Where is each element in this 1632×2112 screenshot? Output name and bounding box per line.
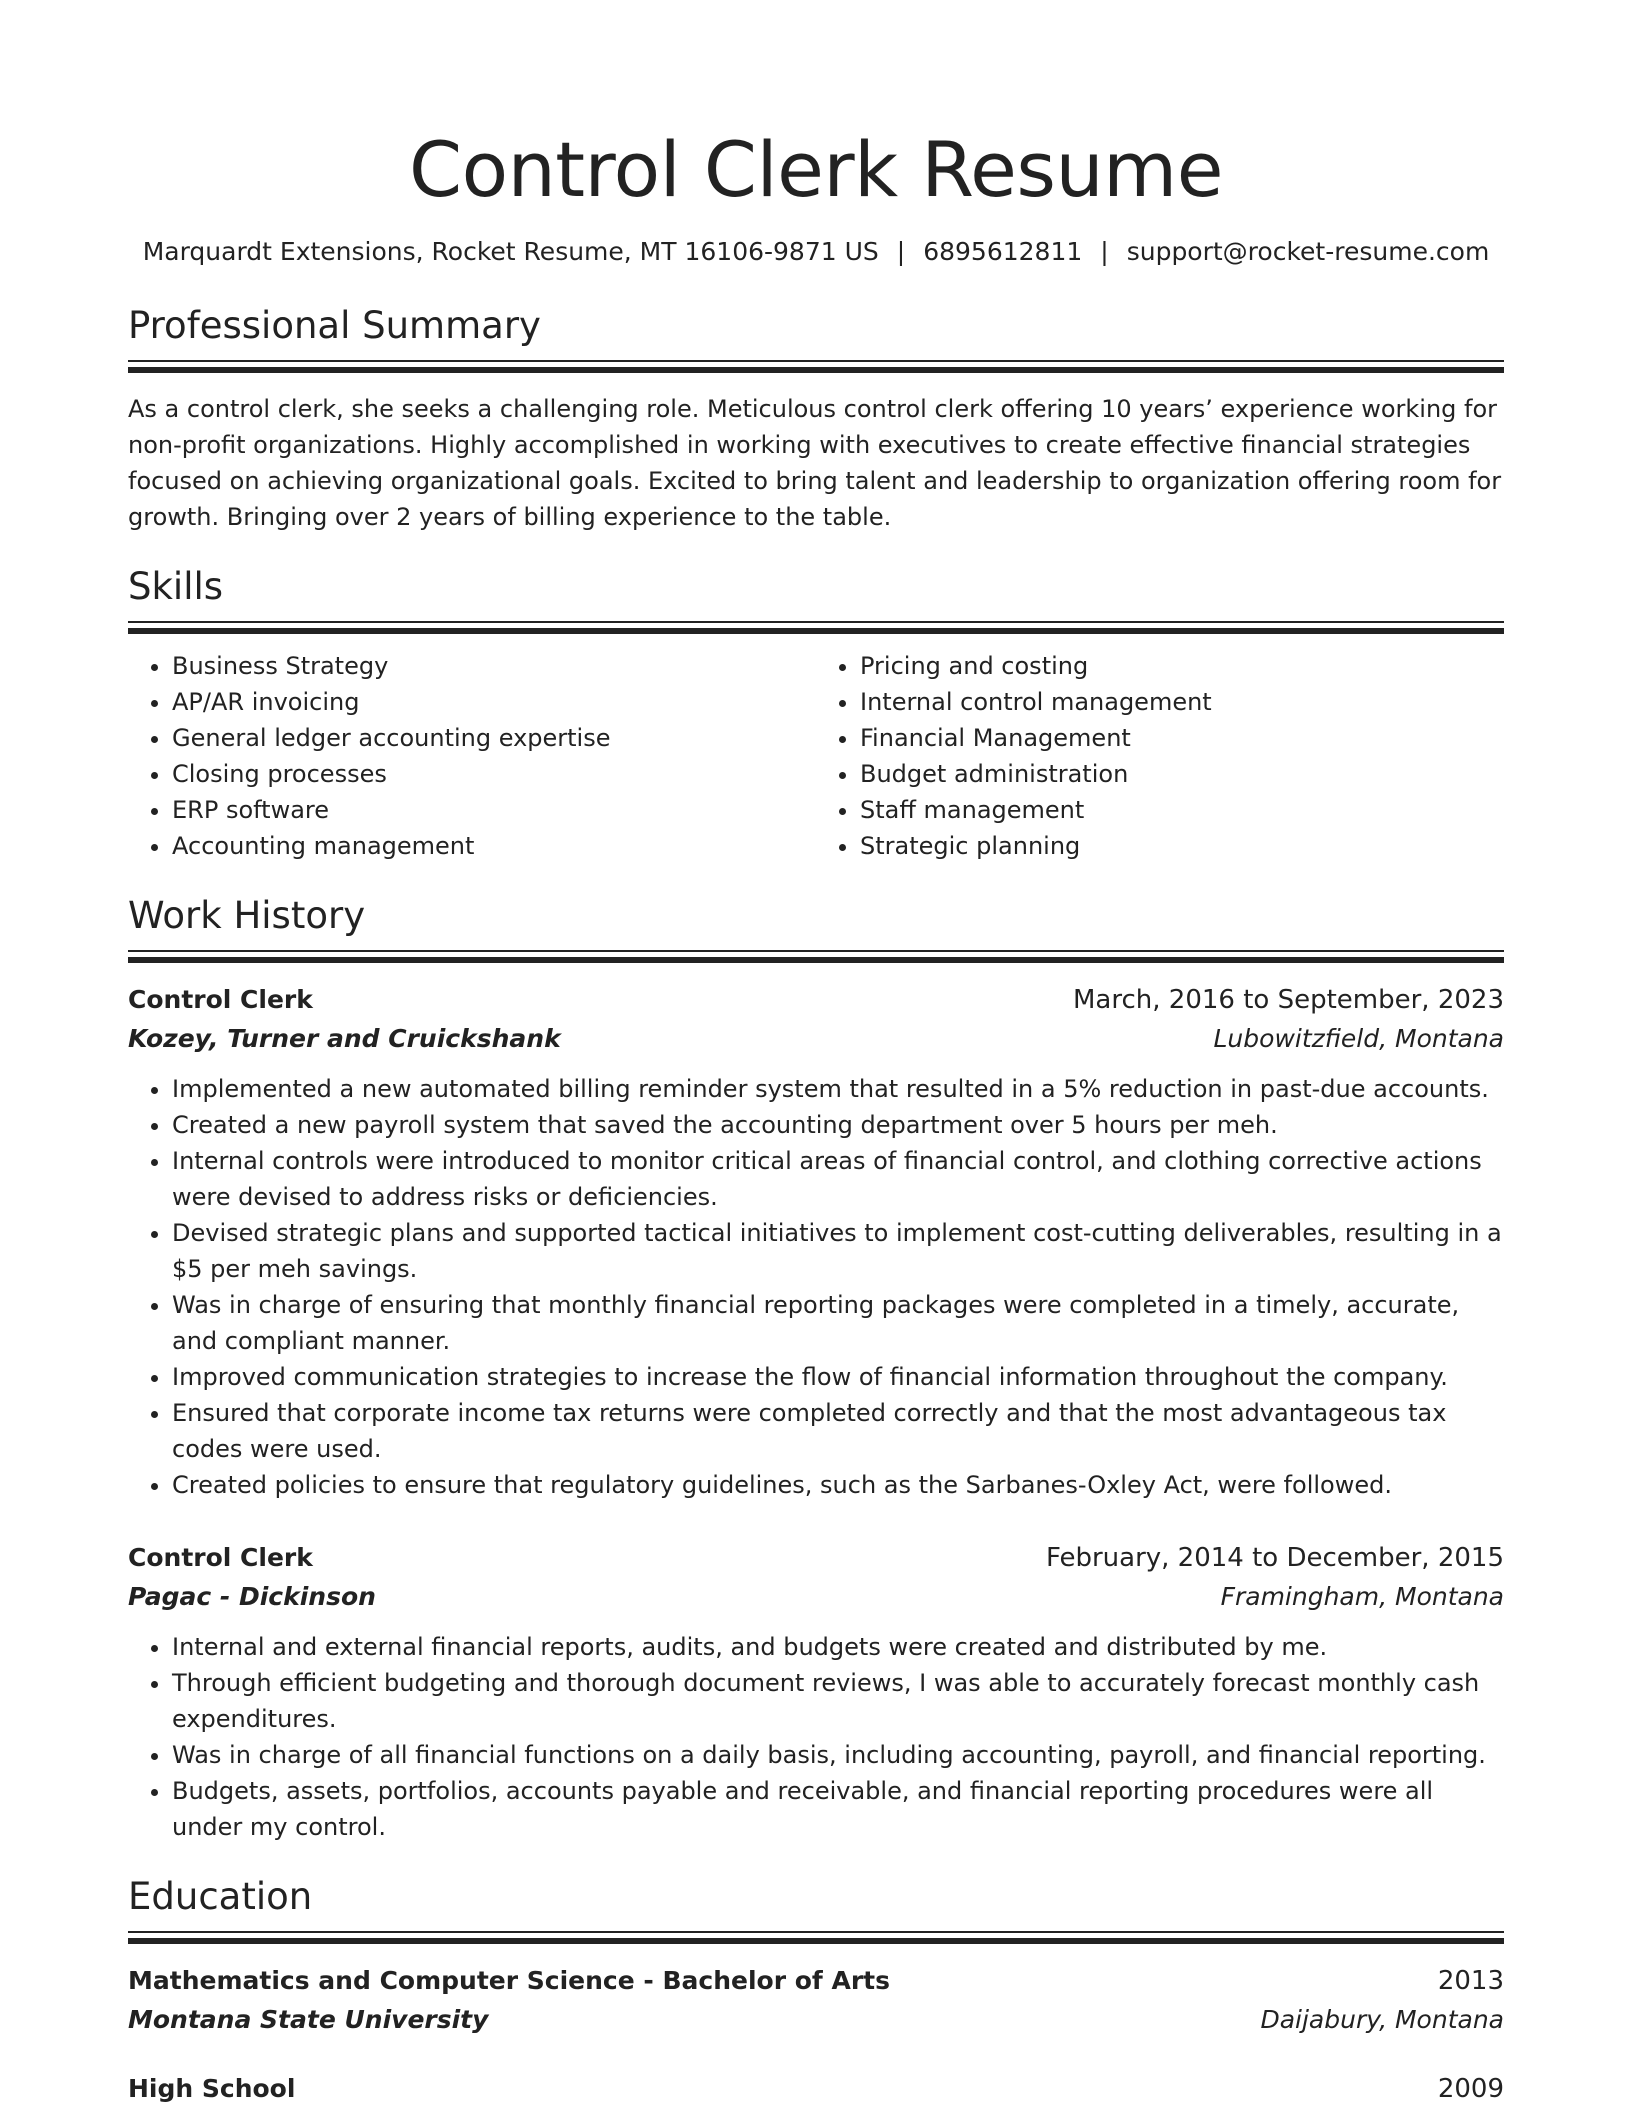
section-divider	[128, 950, 1504, 963]
job-dates: February, 2014 to December, 2015	[1045, 1543, 1504, 1573]
job-bullet: • Internal and external financial reports, audits, and budgets were created and distributed by me.	[172, 1629, 1504, 1665]
job-bullet: • Implemented a new automated billing reminder system that resulted in a 5% reduction in past-due accounts.	[172, 1071, 1504, 1107]
job-header-row	[128, 981, 1504, 1019]
job-location: Lubowitzfield, Montana	[1213, 1024, 1504, 1053]
skill-item: • Staff management	[860, 792, 1504, 828]
job-bullet: • Ensured that corporate income tax returns were completed correctly and that the most advantageous tax codes were used.	[172, 1395, 1504, 1467]
skill-item: • General ledger accounting expertise	[172, 720, 816, 756]
contact-phone: 6895612811	[923, 237, 1083, 266]
contact-separator: |	[896, 237, 906, 266]
work-history-section	[128, 892, 1504, 1845]
education-degree: Mathematics and Computer Science - Bachelor of Arts	[128, 1966, 891, 1995]
job-entry	[128, 981, 1504, 1503]
job-bullets	[128, 1629, 1504, 1845]
skill-item: • Pricing and costing	[860, 648, 1504, 684]
skills-heading: Skills	[128, 565, 224, 608]
education-entry	[128, 1962, 1504, 2040]
job-entry	[128, 1539, 1504, 1845]
job-bullet: • Devised strategic plans and supported tactical initiatives to implement cost-cutting deliverables, resulting in a $5 per meh savings.	[172, 1215, 1504, 1287]
skills-list-right	[816, 648, 1504, 864]
work-history-heading: Work History	[128, 894, 366, 937]
section-divider	[128, 360, 1504, 373]
resume-page	[128, 0, 1504, 2108]
education-degree: High School	[128, 2074, 296, 2103]
education-year: 2013	[1437, 1966, 1504, 1996]
education-year: 2009	[1437, 2074, 1504, 2104]
education-heading: Education	[128, 1875, 313, 1918]
education-school: Montana State University	[128, 2005, 489, 2034]
job-company-row	[128, 1577, 1504, 1617]
education-entry	[128, 2070, 1504, 2108]
summary-text: As a control clerk, she seeks a challenging role. Meticulous control clerk offering 10 years’ experience working for non-profit organizations. Highly accomplished in working with executives to create effective financial strategies focused on achieving organizational goals. Excited to bring talent and leadership to organization offering room for growth. Bringing over 2 years of billing experience to the table.	[128, 395, 1502, 531]
education-location: Daijabury, Montana	[1260, 2005, 1504, 2034]
skill-item: • ERP software	[172, 792, 816, 828]
skills-grid	[128, 648, 1504, 864]
job-bullet: • Created a new payroll system that saved the accounting department over 5 hours per meh.	[172, 1107, 1504, 1143]
skill-item: • Closing processes	[172, 756, 816, 792]
education-degree-row	[128, 2070, 1504, 2108]
job-dates: March, 2016 to September, 2023	[1073, 985, 1504, 1015]
skill-item: • Internal control management	[860, 684, 1504, 720]
job-bullet: • Internal controls were introduced to monitor critical areas of financial control, and clothing corrective actions were devised to address risks or deficiencies.	[172, 1143, 1504, 1215]
education-section	[128, 1873, 1504, 2108]
skill-item: • Budget administration	[860, 756, 1504, 792]
section-divider	[128, 621, 1504, 634]
contact-email: support@rocket-resume.com	[1126, 237, 1490, 266]
job-bullet: • Created policies to ensure that regulatory guidelines, such as the Sarbanes-Oxley Act, were followed.	[172, 1467, 1504, 1503]
job-company: Pagac - Dickinson	[128, 1582, 376, 1611]
skill-item: • AP/AR invoicing	[172, 684, 816, 720]
job-bullet: • Through efficient budgeting and thorough document reviews, I was able to accurately forecast monthly cash expenditures.	[172, 1665, 1504, 1737]
skills-list-left	[128, 648, 816, 864]
job-title: Control Clerk	[128, 985, 313, 1014]
education-degree-row	[128, 1962, 1504, 2000]
skill-item: • Business Strategy	[172, 648, 816, 684]
skill-item: • Accounting management	[172, 828, 816, 864]
section-divider	[128, 1931, 1504, 1944]
job-header-row	[128, 1539, 1504, 1577]
summary-heading: Professional Summary	[128, 304, 541, 347]
skill-item: • Financial Management	[860, 720, 1504, 756]
job-company-row	[128, 1019, 1504, 1059]
job-bullets	[128, 1071, 1504, 1503]
page-title: Control Clerk Resume	[409, 125, 1223, 214]
job-title: Control Clerk	[128, 1543, 313, 1572]
education-school-row	[128, 2000, 1504, 2040]
skill-item: • Strategic planning	[860, 828, 1504, 864]
contact-separator: |	[1100, 237, 1109, 266]
job-company: Kozey, Turner and Cruickshank	[128, 1024, 561, 1053]
contact-address: Marquardt Extensions, Rocket Resume, MT 16106-9871 US	[142, 237, 879, 266]
summary-section	[128, 302, 1504, 535]
job-bullet: • Budgets, assets, portfolios, accounts payable and receivable, and financial reporting procedures were all under my control.	[172, 1773, 1504, 1845]
job-bullet: • Was in charge of all financial functions on a daily basis, including accounting, payroll, and financial reporting.	[172, 1737, 1504, 1773]
job-location: Framingham, Montana	[1220, 1582, 1504, 1611]
skills-section	[128, 563, 1504, 864]
job-bullet: • Was in charge of ensuring that monthly financial reporting packages were completed in a timely, accurate, and compliant manner.	[172, 1287, 1504, 1359]
job-bullet: • Improved communication strategies to increase the flow of financial information throughout the company.	[172, 1359, 1504, 1395]
contact-line	[128, 236, 1504, 268]
